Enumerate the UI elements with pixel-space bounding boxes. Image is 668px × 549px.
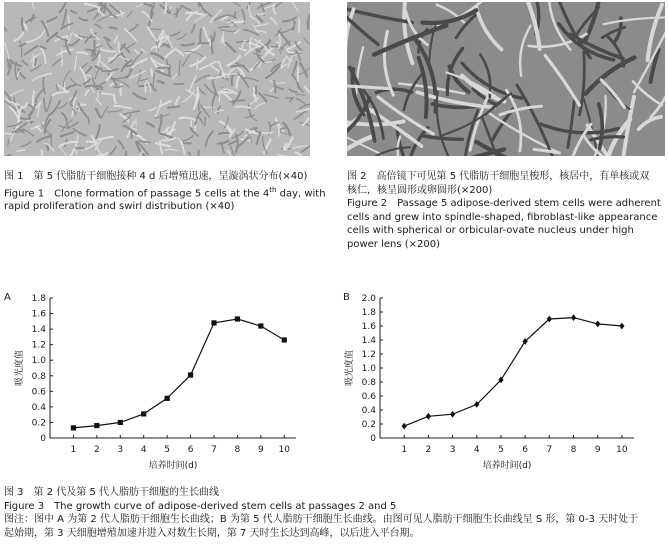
cell-shape <box>8 59 9 67</box>
growth-curve-chart-b <box>338 288 668 478</box>
data-point <box>235 316 240 321</box>
figure-1-caption-en-sup: th <box>269 185 277 194</box>
data-point <box>426 413 431 420</box>
data-point <box>118 420 123 425</box>
figure-2-caption-en: Figure 2 Passage 5 adipose-derived stem cells were adherent cells and grew into spindle-shaped, fibroblast-like appearance cells with spherical or orbicular-ovate nucleus under high power lens (×200) <box>347 198 661 250</box>
cell-shape <box>168 106 179 107</box>
figure-3-caption-en: Figure 3 The growth curve of adipose-derived stem cells at passages 2 and 5 <box>4 500 397 512</box>
x-tick-label: 6 <box>522 445 529 455</box>
cell-shape <box>274 81 275 92</box>
figure-1-caption-cn: 图 1 第 5 代脂肪干细胞接种 4 d 后增殖迅速，呈漩涡状分布(×40) <box>4 171 308 182</box>
y-tick-label: 1.0 <box>361 364 376 374</box>
data-point <box>71 425 76 430</box>
data-point <box>211 320 216 325</box>
series-line <box>73 319 284 428</box>
y-tick-label: 0.2 <box>31 418 46 429</box>
x-tick-label: 3 <box>117 445 124 455</box>
y-tick-label: 1.8 <box>361 308 376 318</box>
figure-1-caption-en-line2: rapid proliferation and swirl distribution (×40) <box>4 201 235 213</box>
x-tick-label: 1 <box>401 445 408 455</box>
cell-shape <box>76 148 83 149</box>
y-tick-label: 1.4 <box>31 325 46 336</box>
cell-shape <box>200 29 201 43</box>
cell-shape <box>219 133 229 134</box>
figure-3-caption <box>4 486 664 540</box>
cell-shape <box>232 75 233 86</box>
micrograph-figure-1 <box>4 2 310 156</box>
y-tick-label: 1.2 <box>31 340 46 351</box>
y-tick-label: 0.8 <box>31 371 46 382</box>
y-tick-label: 1.8 <box>31 294 46 304</box>
data-point <box>450 411 455 418</box>
data-point <box>595 321 600 328</box>
cell-shape <box>234 21 243 22</box>
data-point <box>619 323 624 330</box>
figure-3-note-line2: 起始期，第 3 天细胞增殖加速并进入对数生长期，第 7 天时生长达到高峰，以后进入平台期。 <box>4 527 420 539</box>
cell-shape <box>174 84 183 85</box>
x-tick-label: 10 <box>278 445 291 455</box>
y-tick-label: 1.4 <box>361 336 376 346</box>
x-tick-label: 8 <box>570 445 577 455</box>
cell-shape <box>151 69 152 75</box>
figure-1-caption <box>4 170 326 214</box>
x-tick-label: 2 <box>93 445 100 455</box>
y-tick-label: 0 <box>40 434 46 444</box>
growth-curve-chart-b-svg <box>338 288 668 478</box>
y-tick-label: 2.0 <box>361 294 376 304</box>
x-tick-label: 3 <box>449 445 456 455</box>
x-tick-label: 5 <box>498 445 504 455</box>
growth-curve-chart-a <box>0 288 310 478</box>
data-point <box>188 372 193 377</box>
figure-2-caption-cn-line2: 核仁，核呈圆形或卵圆形(×200) <box>347 184 493 196</box>
cell-shape <box>41 150 42 156</box>
figure-3-note-line1: 图注：图中 A 为第 2 代人脂肪干细胞生长曲线；B 为第 5 代人脂肪干细胞生长曲线。由图可见人脂肪干细胞生长曲线呈 S 形，第 0-3 天时处于 <box>4 514 639 525</box>
panel-label-b: B <box>343 292 350 303</box>
y-tick-label: 1.6 <box>361 322 376 332</box>
series-line <box>404 318 622 427</box>
x-axis-label: 培养时间(d) <box>148 461 198 471</box>
micrograph-figure-2 <box>347 2 665 156</box>
y-tick-label: 0.8 <box>361 378 376 388</box>
panel-label-a: A <box>4 292 11 303</box>
figure-1-caption-en-a: Figure 1 Clone formation of passage 5 cells at the 4 <box>4 187 270 199</box>
x-tick-label: 10 <box>616 445 628 455</box>
x-tick-label: 4 <box>473 445 480 455</box>
x-tick-label: 8 <box>234 445 241 455</box>
x-tick-label: 9 <box>257 445 264 455</box>
x-tick-label: 9 <box>594 445 601 455</box>
y-tick-label: 0.6 <box>31 387 46 398</box>
data-point <box>282 337 287 342</box>
cell-shape <box>297 67 298 83</box>
cell-shape <box>169 67 170 76</box>
y-tick-label: 1.0 <box>31 356 46 367</box>
data-point <box>94 423 99 428</box>
cell-shape <box>299 19 300 33</box>
figure-3-caption-cn: 图 3 第 2 代及第 5 代人脂肪干细胞的生长曲线 <box>4 487 219 498</box>
x-tick-label: 6 <box>187 445 194 455</box>
y-tick-label: 0.6 <box>361 392 376 402</box>
figure-1-caption-en <box>4 184 326 201</box>
x-tick-label: 4 <box>140 445 147 455</box>
cell-shape <box>33 55 34 68</box>
cell-shape <box>262 132 273 133</box>
figure-1-caption-en-b: day, with <box>276 187 326 199</box>
cell-shape <box>94 41 95 55</box>
y-tick-label: 0.4 <box>31 402 46 413</box>
growth-curve-chart-a-svg <box>0 288 310 478</box>
data-point <box>165 396 170 401</box>
cell-shape <box>102 93 113 94</box>
cell-shape <box>69 16 70 30</box>
figure-2-caption <box>347 170 665 251</box>
y-tick-label: 0.2 <box>361 420 376 430</box>
y-tick-label: 1.2 <box>361 350 376 360</box>
cell-shape <box>85 49 96 50</box>
x-tick-label: 1 <box>70 445 77 455</box>
data-point <box>141 411 146 416</box>
x-tick-label: 7 <box>546 445 553 455</box>
y-tick-label: 0 <box>370 434 376 444</box>
y-tick-label: 1.6 <box>31 309 46 320</box>
x-axis-label: 培养时间(d) <box>482 461 532 471</box>
data-point <box>258 323 263 328</box>
micrograph-figure-2-image <box>347 2 665 156</box>
micrograph-figure-1-image <box>4 2 310 156</box>
cell-shape <box>218 92 232 93</box>
x-tick-label: 2 <box>425 445 432 455</box>
x-tick-label: 5 <box>164 445 171 455</box>
data-point <box>571 314 576 321</box>
y-tick-label: 0.4 <box>361 406 376 416</box>
cell-shape <box>199 100 200 111</box>
cell-shape <box>92 50 93 56</box>
data-point <box>402 423 407 430</box>
y-axis-label: 吸光度值 <box>15 349 25 387</box>
y-axis-label: 吸光度值 <box>345 349 355 387</box>
x-tick-label: 7 <box>211 445 217 455</box>
figure-2-caption-cn-line1: 图 2 高倍镜下可见第 5 代脂肪干细胞呈梭形，核居中，有单核或双 <box>347 171 650 182</box>
